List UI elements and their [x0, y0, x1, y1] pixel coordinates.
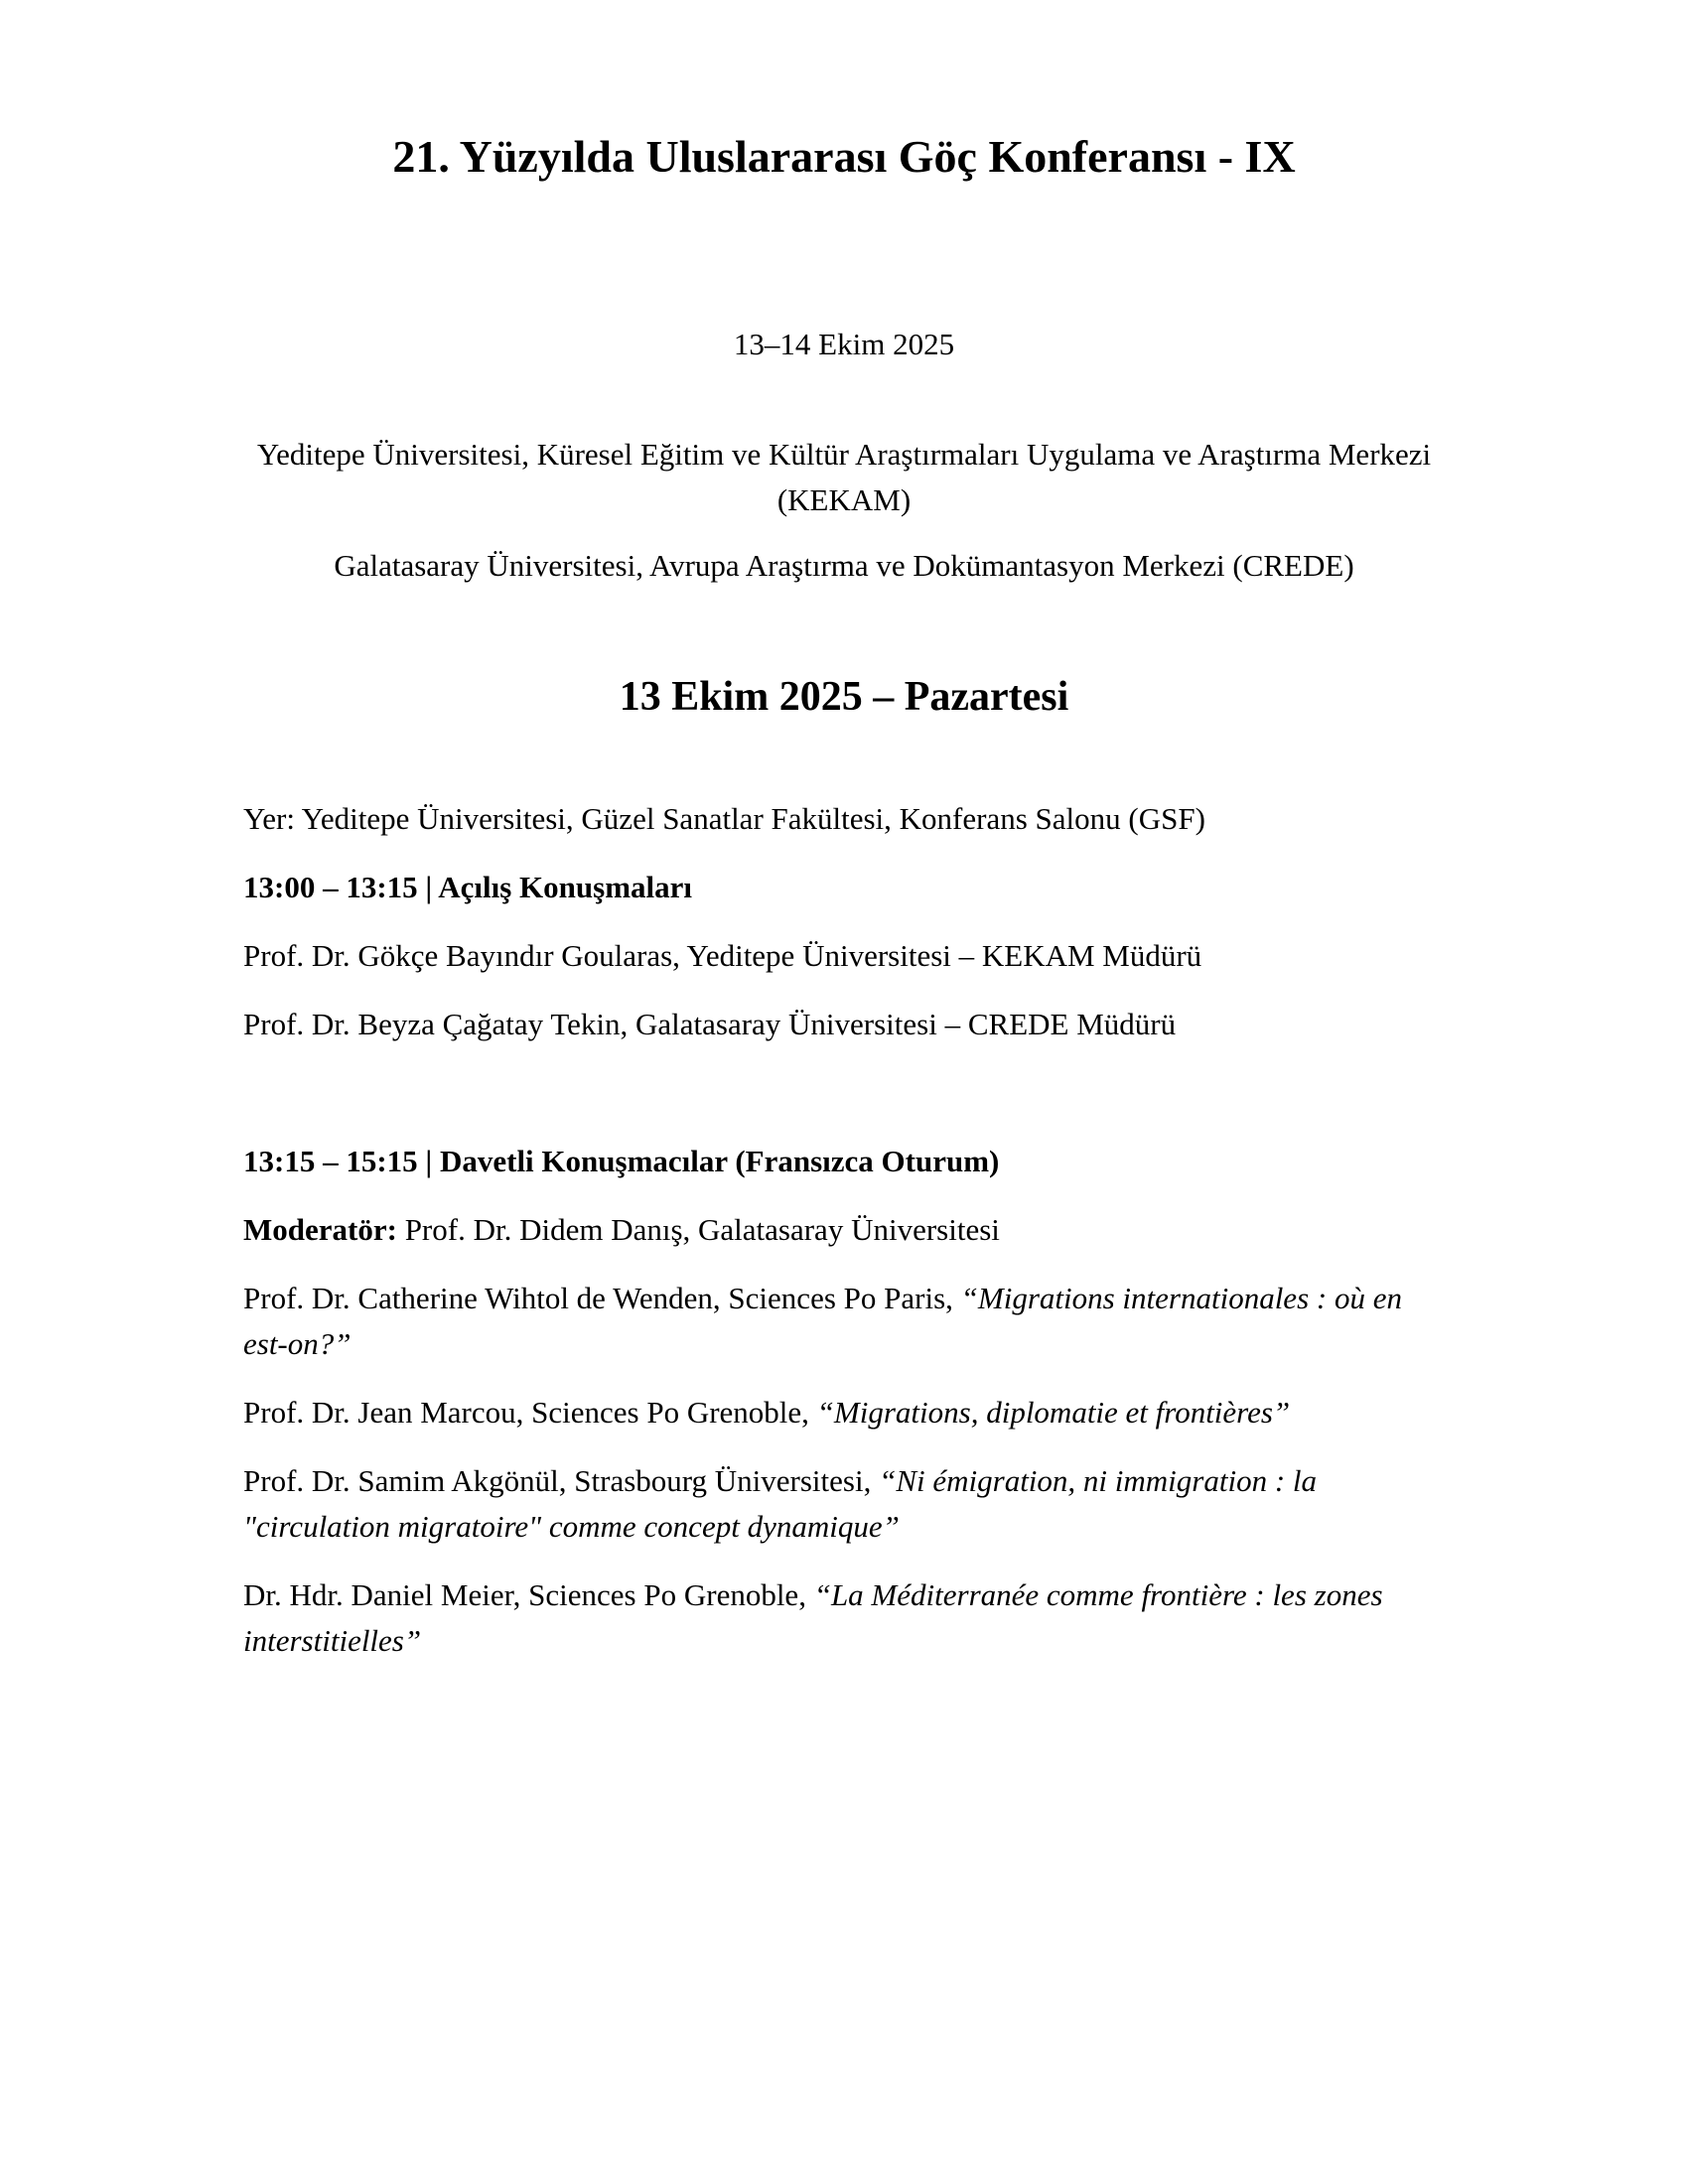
text-run: “Migrations, diplomatie et frontières”: [816, 1395, 1291, 1430]
text-run: Prof. Dr. Beyza Çağatay Tekin, Galatasaray Üniversitesi – CREDE Müdürü: [243, 1007, 1177, 1041]
document-title: 21. Yüzyılda Uluslararası Göç Konferansı - IX: [392, 131, 1296, 182]
text-run: 13:00 – 13:15 | Açılış Konuşmaları: [243, 870, 693, 904]
text-run: “Migrations internationales : où en est-on?”: [243, 1281, 1402, 1361]
text-run: Yer: Yeditepe Üniversitesi, Güzel Sanatlar Fakültesi, Konferans Salonu (GSF): [243, 801, 1205, 836]
schedule-paragraph: [243, 865, 1445, 910]
conference-dates: 13–14 Ekim 2025: [733, 327, 955, 361]
schedule-paragraph: [243, 796, 1445, 842]
organizer-line: Galatasaray Üniversitesi, Avrupa Araştırma ve Dokümantasyon Merkezi (CREDE): [334, 548, 1354, 583]
schedule-paragraph: [243, 1572, 1445, 1664]
text-run: “Ni émigration, ni immigration : la "circulation migratoire" comme concept dynamique”: [243, 1463, 1318, 1544]
text-run: “La Méditerranée comme frontière : les zones interstitielles”: [243, 1577, 1383, 1658]
organizer-line: Yeditepe Üniversitesi, Küresel Eğitim ve Kültür Araştırmaları Uygulama ve Araştırma Merkezi (KEKAM): [256, 437, 1432, 517]
organizer-list: [243, 432, 1445, 589]
schedule-paragraph: [243, 1390, 1445, 1435]
text-run: Dr. Hdr. Daniel Meier, Sciences Po Grenoble,: [243, 1577, 814, 1612]
text-run: Prof. Dr. Didem Danış, Galatasaray Üniversitesi: [396, 1212, 1000, 1247]
schedule-paragraph: [243, 1207, 1445, 1253]
schedule-paragraph: [243, 933, 1445, 979]
text-run: Prof. Dr. Gökçe Bayındır Goularas, Yeditepe Üniversitesi – KEKAM Müdürü: [243, 938, 1202, 973]
text-run: Prof. Dr. Jean Marcou, Sciences Po Grenoble,: [243, 1395, 817, 1430]
text-run: Prof. Dr. Catherine Wihtol de Wenden, Sciences Po Paris,: [243, 1281, 961, 1315]
schedule-paragraph: [243, 1458, 1445, 1550]
blank-line: [243, 1070, 1445, 1116]
schedule-paragraph: [243, 1139, 1445, 1184]
schedule-paragraph: [243, 1002, 1445, 1047]
schedule-paragraph: [243, 1276, 1445, 1367]
text-run: 13:15 – 15:15 | Davetli Konuşmacılar (Fransızca Oturum): [243, 1144, 1000, 1178]
day-heading: 13 Ekim 2025 – Pazartesi: [619, 674, 1069, 720]
schedule-paragraphs: [243, 796, 1445, 1664]
text-run: Moderatör:: [243, 1212, 397, 1247]
text-run: Prof. Dr. Samim Akgönül, Strasbourg Üniversitesi,: [243, 1463, 880, 1498]
